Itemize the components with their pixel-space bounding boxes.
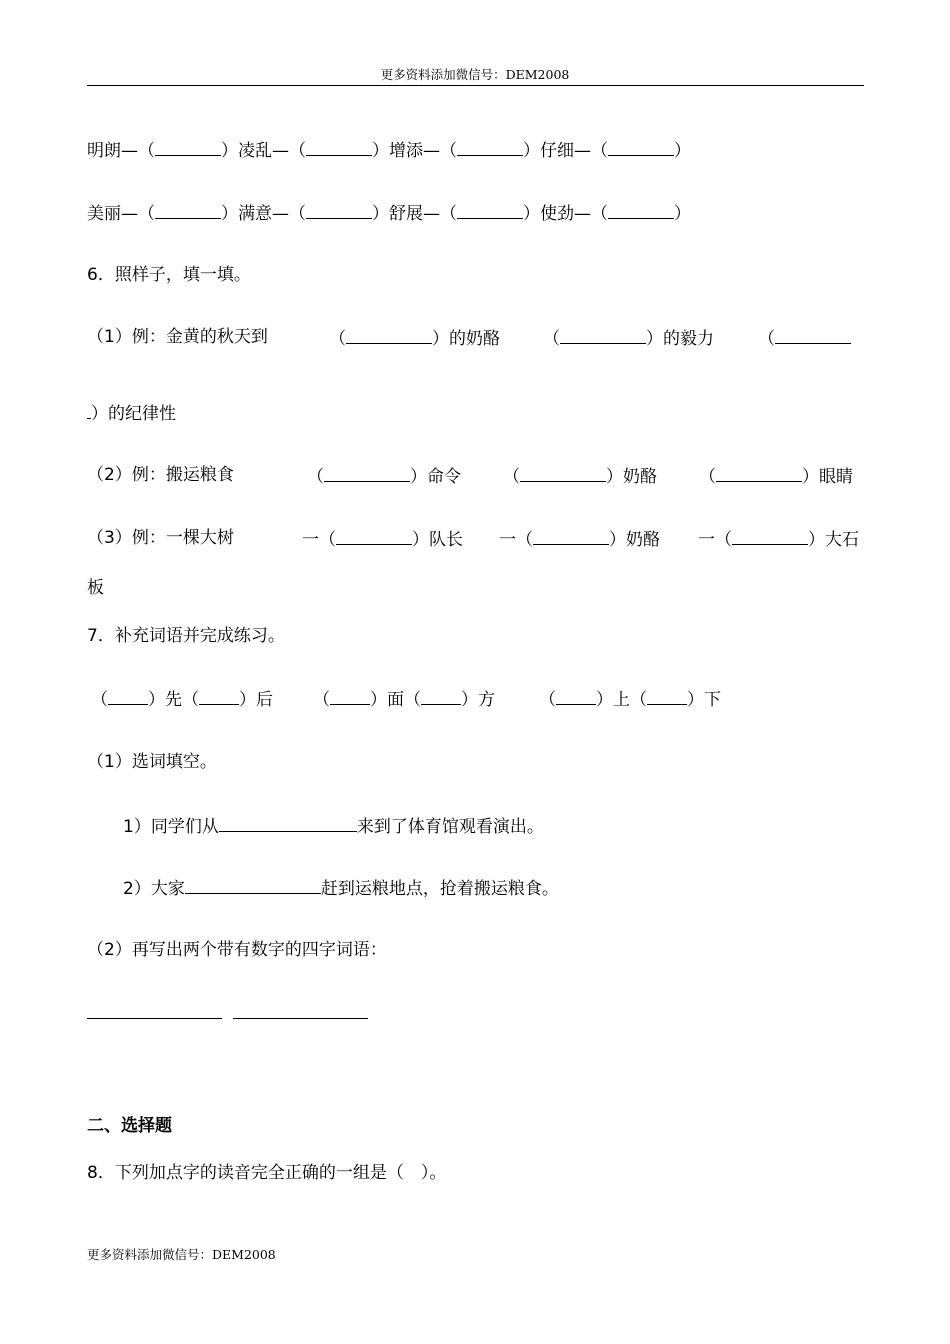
row1-seg-1: ）凌乱—（ [221, 141, 306, 161]
page-footer: 更多资料添加微信号：DEM2008 [87, 1247, 276, 1262]
answer-blank[interactable] [199, 686, 239, 705]
answer-blank[interactable] [457, 200, 523, 219]
open-paren: （ [307, 467, 324, 487]
row2-seg-0: 美丽—（ [87, 204, 155, 224]
open-paren: 一（ [698, 530, 732, 550]
q8-text: 8．下列加点字的读音完全正确的一组是（ ）。 [87, 1163, 447, 1183]
row2-seg-3: ）使劲—（ [523, 204, 608, 224]
q7-answer-lines [87, 1000, 368, 1026]
answer-blank[interactable] [716, 463, 802, 482]
answer-blank[interactable] [421, 686, 461, 705]
q6-p2-item-1 [307, 463, 461, 489]
row1-seg-2: ）增添—（ [372, 141, 457, 161]
answer-blank[interactable] [185, 875, 321, 894]
answer-blank[interactable] [533, 526, 609, 545]
q7-title: 7．补充词语并完成练习。 [87, 626, 285, 646]
q6-p1-text-1: ）的奶酪 [432, 329, 500, 349]
q6-p2-example: （2）例：搬运粮食 [87, 465, 234, 485]
q6-p2-text-3: ）眼睛 [802, 467, 853, 487]
answer-blank[interactable] [324, 463, 410, 482]
q7-word-1 [91, 686, 273, 712]
word-seg: ）下 [687, 690, 721, 710]
q6-p1-item-1 [329, 325, 500, 351]
header-rule [87, 85, 864, 86]
q6-p1-text-3: ）的纪律性 [91, 404, 176, 424]
q7-sub1: （1）选词填空。 [87, 752, 217, 772]
q6-p3-item-3 [698, 526, 859, 552]
answer-blank[interactable] [108, 686, 148, 705]
sentence-1-end: 来到了体育馆观看演出。 [356, 817, 544, 837]
row1-seg-3: ）仔细—（ [523, 141, 608, 161]
answer-blank[interactable] [457, 137, 523, 156]
row2-seg-2: ）舒展—（ [372, 204, 457, 224]
q6-p2-item-2 [503, 463, 657, 489]
word-seg: ）先（ [148, 690, 199, 710]
answer-blank[interactable] [233, 1000, 368, 1019]
sentence-1-start: 1）同学们从 [123, 817, 219, 837]
answer-blank[interactable] [608, 137, 674, 156]
row2-seg-4: ） [674, 204, 691, 224]
word-seg: ）方 [461, 690, 495, 710]
answer-blank[interactable] [647, 686, 687, 705]
row1-seg-4: ） [674, 141, 691, 161]
word-seg: ）面（ [370, 690, 421, 710]
open-paren: （ [329, 329, 346, 349]
word-seg: ）后 [239, 690, 273, 710]
answer-blank[interactable] [346, 325, 432, 344]
open-paren: （ [699, 467, 716, 487]
q6-p3-item-1 [302, 526, 463, 552]
page-header: 更多资料添加微信号：DEM2008 [380, 67, 570, 82]
q6-title: 6．照样子，填一填。 [87, 265, 251, 285]
q6-p3-text-1: ）队长 [412, 530, 463, 550]
q6-p3-text-2: ）奶酪 [609, 530, 660, 550]
open-paren: （ [758, 329, 775, 349]
word-seg: ）上（ [596, 690, 647, 710]
sentence-2-start: 2）大家 [123, 879, 185, 899]
answer-blank[interactable] [219, 813, 357, 832]
answer-blank[interactable] [608, 200, 674, 219]
q7-sentence-1 [123, 813, 544, 839]
answer-blank[interactable] [155, 200, 221, 219]
answer-blank[interactable] [155, 137, 221, 156]
q7-word-3 [539, 686, 721, 712]
q6-p3-example: （3）例：一棵大树 [87, 528, 234, 548]
q7-word-2 [313, 686, 495, 712]
sentence-2-end: 赶到运粮地点，抢着搬运粮食。 [320, 879, 559, 899]
row2-seg-1: ）满意—（ [221, 204, 306, 224]
answer-blank[interactable] [87, 1000, 222, 1019]
q6-p3-continuation: 板 [87, 578, 104, 598]
antonym-row-2 [87, 200, 691, 226]
answer-blank[interactable] [775, 325, 851, 344]
open-paren: 一（ [499, 530, 533, 550]
open-paren: （ [503, 467, 520, 487]
open-paren: 一（ [302, 530, 336, 550]
q6-p1-text-2: ）的毅力 [646, 329, 714, 349]
word-seg: （ [313, 690, 330, 710]
q6-p1-example: （1）例：金黄的秋天到 [87, 327, 268, 347]
answer-blank[interactable] [520, 463, 606, 482]
q6-p1-item-2 [543, 325, 714, 351]
q6-p2-text-2: ）奶酪 [606, 467, 657, 487]
answer-blank[interactable] [560, 325, 646, 344]
q7-sentence-2 [123, 875, 559, 901]
q6-p1-item-3 [758, 325, 851, 351]
answer-blank[interactable] [336, 526, 412, 545]
answer-blank[interactable] [330, 686, 370, 705]
answer-blank[interactable] [306, 137, 372, 156]
row1-seg-0: 明朗—（ [87, 141, 155, 161]
q7-sub2: （2）再写出两个带有数字的四字词语： [87, 940, 387, 960]
q6-p2-text-1: ）命令 [410, 467, 461, 487]
q6-p3-item-2 [499, 526, 660, 552]
answer-blank[interactable] [732, 526, 808, 545]
q6-p2-item-3 [699, 463, 853, 489]
antonym-row-1 [87, 137, 691, 163]
q6-p1-continuation [87, 400, 176, 426]
q6-p3-text-3: ）大石 [808, 530, 859, 550]
answer-blank[interactable] [556, 686, 596, 705]
section-2-title: 二、选择题 [87, 1116, 172, 1136]
open-paren: （ [543, 329, 560, 349]
word-seg: （ [539, 690, 556, 710]
answer-blank[interactable] [306, 200, 372, 219]
word-seg: （ [91, 690, 108, 710]
